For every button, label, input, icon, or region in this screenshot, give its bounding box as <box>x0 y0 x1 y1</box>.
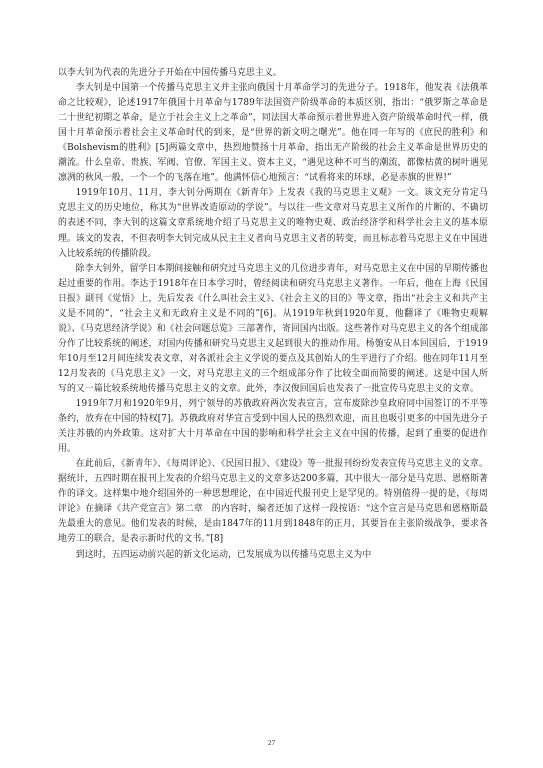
paragraph-new-culture: 到这时，五四运动前兴起的新文化运动，已发展成为以传播马克思主义为中 <box>75 549 372 560</box>
paragraph-continuation: 以李大钊为代表的先进分子开始在中国传播马克思主义。 <box>58 68 282 78</box>
paragraph-japan-students: 除李大钊外，留学日本期间接触和研究过马克思主义的几位进步青年，对马克思主义在中国的早期传播也起过重要的作用。李达于1918年在日本学习时，曾经阅读和研究马克思主义著作。一年后，他在上海《民国日报》副刊《觉悟》上，先后发表《什么叫社会主义》、《社会主义的目的》等文章，指出“社会主义和共产主义是不同的”，“社会主义和无政府主义是不同的”[6]。从1919年秋到1920年夏，他翻译了《唯物史观解说》、《马克思经济学说》和《社会问题总览》三部著作，寄回国内出版。这些著作对马克思主义的各个组成部分作了比较系统的阐述，对国内传播和研究马克思主义起到很大的推动作用。杨匏安从日本回国后，于1919年10月至12月间连续发表文章，对各派社会主义学说的要点及其创始人的生平进行了介绍。他在同年11月至12月发表的《马克思主义》一文，对马克思主义的三个组成部分作了比较全面而简要的阐述。这是中国人所写的又一篇比较系统地传播马克思主义的文章。此外，李汉俊回国后也发表了一批宣传马克思主义的文章。 <box>58 263 488 394</box>
page-number: 27 <box>267 738 276 747</box>
paragraph-soviet-declaration: 1919年7月和1920年9月，列宁领导的苏俄政府两次发表宣言，宣布废除沙皇政府同中国签订的不平等条约，放弃在中国的特权[7]。苏俄政府对华宣言受到中国人民的热烈欢迎，而且也吸引更多的中国先进分子关注苏俄的内外政策。这对扩大十月革命在中国的影响和科学社会主义在中国的传播，起到了重要的促进作用。 <box>58 399 488 455</box>
paragraph-marxism-view: 1919年10月、11月，李大钊分两期在《新青年》上发表《我的马克思主义观》一文。该文充分肯定马克思主义的历史地位，称其为“世界改造原动的学说”。与以往一些文章对马克思主义所作的片断的、不确切的表述不同，李大钊的这篇文章系统地介绍了马克思主义的唯物史观、政治经济学和科学社会主义的基本原理。该文的发表，不但表明李大钊完成从民主主义者向马克思主义者的转变，而且标志着马克思主义在中国进入比较系统的传播阶段。 <box>58 188 488 259</box>
paragraph-li-dazhao-intro: 李大钊是中国第一个传播马克思主义并主张向俄国十月革命学习的先进分子。1918年，他发表《法俄革命之比较观》，论述1917年俄国十月革命与1789年法国资产阶级革命的本质区别，指出：“俄罗斯之革命是二十世纪初期之革命，是立于社会主义上之革命”，同法国大革命预示着世界进入资产阶级革命时代一样，俄国十月革命预示着社会主义革命时代的到来，是“世界的新文明之曙光”。他在同一年写的《庶民的胜利》和《Bolshevism的胜利》[5]两篇文章中，热烈地赞扬十月革命，指出无产阶级的社会主义革命是世界历史的潮流。什么皇帝、贵族、军阀、官僚、军国主义、资本主义，“遇见这种不可当的潮流，都像枯黄的树叶遇见凛冽的秋风一般，一个一个的飞落在地”。他满怀信心地预言：“试看将来的环球，必是赤旗的世界!” <box>58 83 488 184</box>
paragraph-periodicals: 在此前后，《新青年》、《每周评论》、《民国日报》、《建设》等一批报刊纷纷发表宣传马克思主义的文章。据统计，五四时期在报刊上发表的介绍马克思主义的文章多达200多篇，其中很大一部分是马克思、恩格斯著作的译文。这样集中地介绍国外的一种思想理论，在中国近代报刊史上是罕见的。特别值得一提的是，《每周评论》在摘译《共产党宣言》第二章 的内容时，编者还加了这样一段按语：“这个宣言是马克思和恩格斯最先最重大的意见。他们发表的时候，是由1847年的11月到1848年的正月，其要旨在主张阶级战争，要求各地劳工的联合，是表示新时代的文书。”[8] <box>58 459 488 545</box>
document-body <box>58 66 488 563</box>
